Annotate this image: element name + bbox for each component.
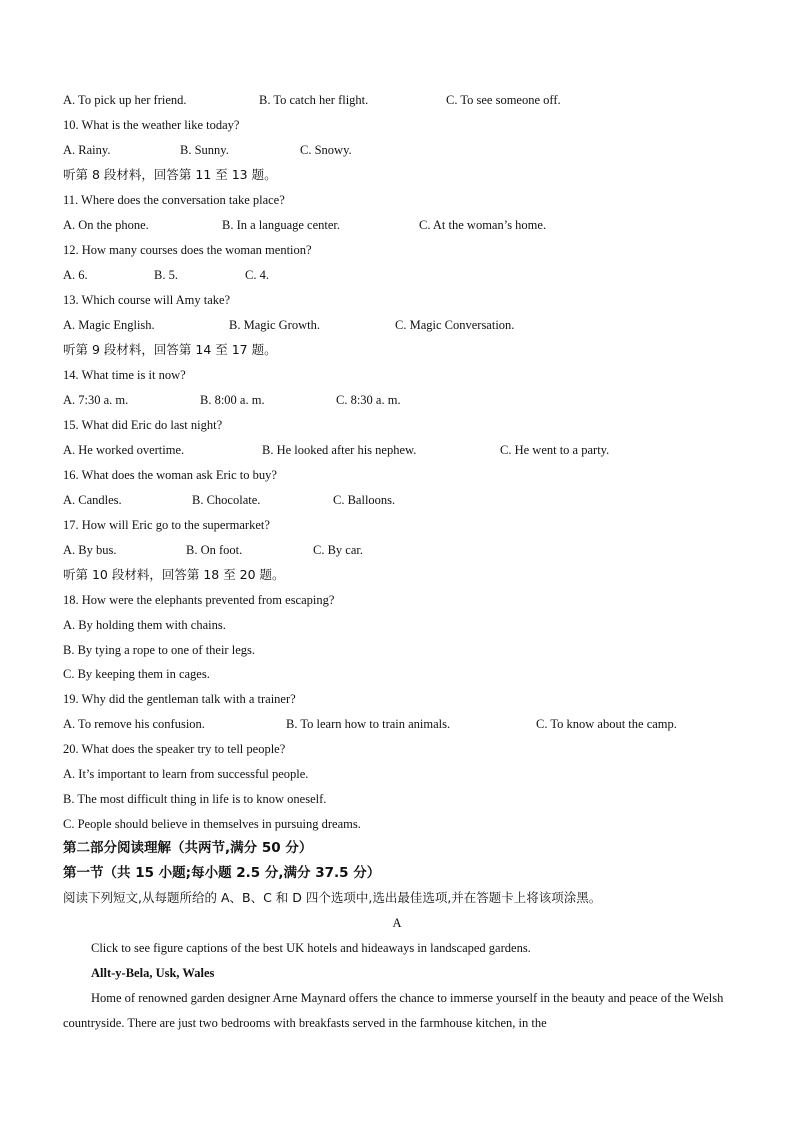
option-b: B. The most difficult thing in life is to know oneself. [63,792,327,806]
option-a: A. Magic English. [63,318,155,332]
section-instruction-8: 听第 8 段材料，回答第 11 至 13 题。 [63,167,277,182]
option-c: C. People should believe in themselves in pursuing dreams. [63,817,361,831]
passage-paragraph: Home of renowned garden designer Arne Maynard offers the chance to immerse yourself in the beauty and peace of the Welsh countryside. There are just two bedrooms with breakfasts served in the farmhouse kitchen, in the [63,991,724,1030]
question-16: 16. What does the woman ask Eric to buy? [63,468,277,482]
option-b: B. In a language center. [222,218,341,232]
part2-title: 第二部分阅读理解（共两节,满分 50 分） [63,840,313,856]
option-c: C. By car. [313,543,363,557]
question-12: 12. How many courses does the woman mention? [63,243,312,257]
option-a: A. By bus. [63,543,117,557]
question-17: 17. How will Eric go to the supermarket? [63,518,270,532]
option-c: C. 8:30 a. m. [336,393,401,407]
question-14: 14. What time is it now? [63,368,186,382]
option-c: C. To see someone off. [446,93,561,107]
option-b: B. To catch her flight. [259,93,369,107]
option-b: B. Sunny. [180,143,229,157]
section1-title: 第一节（共 15 小题;每小题 2.5 分,满分 37.5 分） [63,865,381,881]
section-instruction-10: 听第 10 段材料，回答第 18 至 20 题。 [63,567,285,582]
option-b: B. Chocolate. [192,493,261,507]
option-a: A. To pick up her friend. [63,93,187,107]
option-c: C. Magic Conversation. [395,318,515,332]
option-c: C. By keeping them in cages. [63,667,210,681]
option-b: B. By tying a rope to one of their legs. [63,643,255,657]
section-instruction-9: 听第 9 段材料，回答第 14 至 17 题。 [63,342,277,357]
question-15: 15. What did Eric do last night? [63,418,223,432]
option-b: B. He looked after his nephew. [262,443,417,457]
option-a: A. Candles. [63,493,122,507]
option-a: A. By holding them with chains. [63,618,226,632]
option-a: A. It’s important to learn from successful people. [63,767,309,781]
option-c: C. Snowy. [300,143,352,157]
question-10: 10. What is the weather like today? [63,118,240,132]
option-a: A. He worked overtime. [63,443,185,457]
option-b: B. To learn how to train animals. [286,717,451,731]
option-c: C. He went to a party. [500,443,610,457]
option-b: B. 5. [154,268,178,282]
option-a: A. Rainy. [63,143,111,157]
question-20: 20. What does the speaker try to tell people? [63,742,286,756]
option-a: A. To remove his confusion. [63,717,205,731]
option-c: C. At the woman’s home. [419,218,547,232]
option-a: A. 6. [63,268,88,282]
passage-subtitle: Allt-y-Bela, Usk, Wales [91,966,215,980]
question-11: 11. Where does the conversation take place? [63,193,285,207]
option-c: C. 4. [245,268,269,282]
passage-label: A [392,916,402,930]
question-19: 19. Why did the gentleman talk with a trainer? [63,692,296,706]
option-b: B. On foot. [186,543,243,557]
option-a: A. 7:30 a. m. [63,393,129,407]
option-b: B. Magic Growth. [229,318,320,332]
question-13: 13. Which course will Amy take? [63,293,231,307]
passage-intro: Click to see figure captions of the best UK hotels and hideaways in landscaped gardens. [91,941,531,955]
question-18: 18. How were the elephants prevented from escaping? [63,593,335,607]
option-c: C. To know about the camp. [536,717,677,731]
option-b: B. 8:00 a. m. [200,393,265,407]
option-c: C. Balloons. [333,493,396,507]
reading-instruction: 阅读下列短文,从每题所给的 A、B、C 和 D 四个选项中,选出最佳选项,并在答题卡上将该项涂黑。 [63,890,602,905]
option-a: A. On the phone. [63,218,149,232]
